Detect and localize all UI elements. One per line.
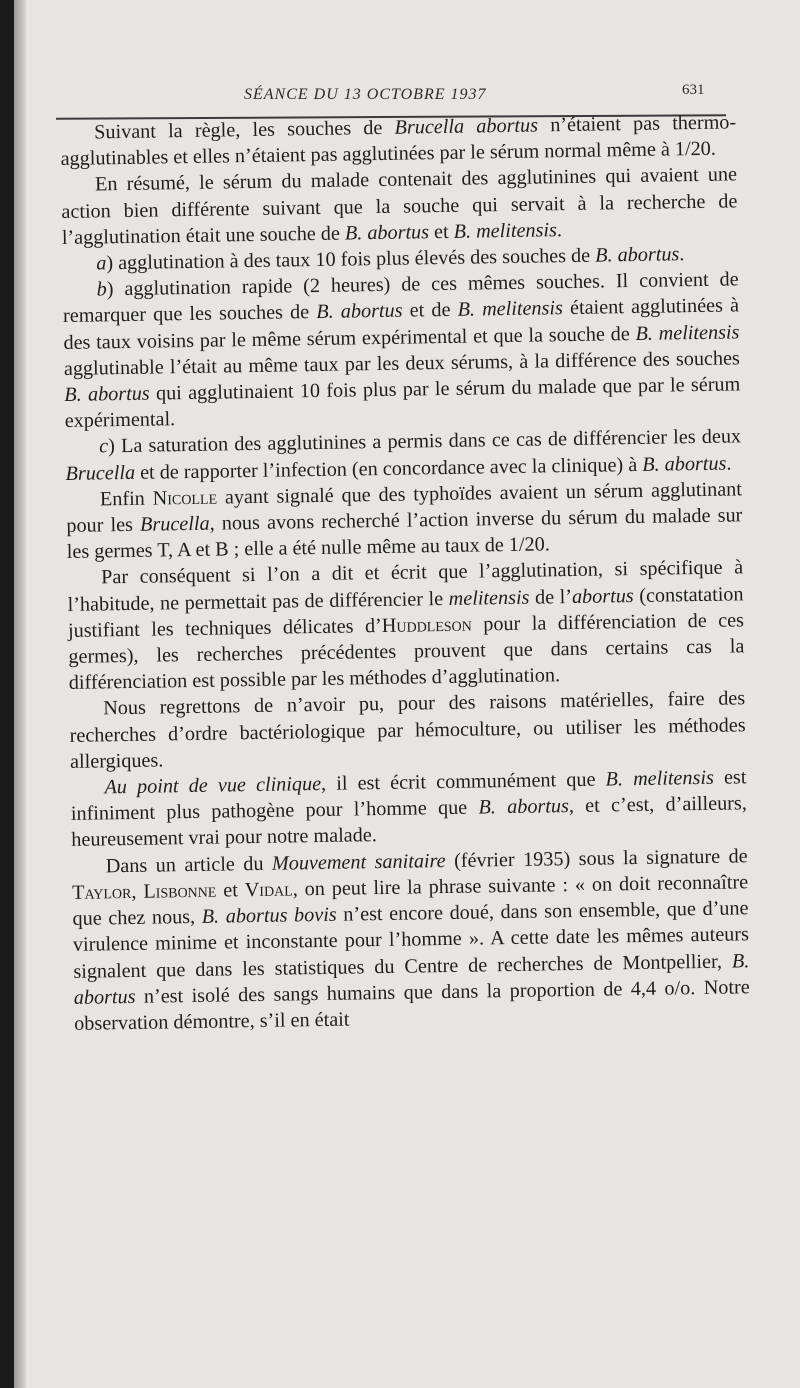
paragraph-1: Suivant la règle, les souches de Brucella abortus n’étaient pas thermo-agglutinables et elles n’étaient pas agglutinées par le sérum normal même à 1/20.: [60, 111, 737, 171]
paragraph-6: Enfin Nicolle ayant signalé que des typhoïdes avaient un sérum agglutinant pour les Brucella, nous avons recherché l’action inverse du sérum du malade sur les germes T, A et B ; elle a été nulle même au taux de 1/20.: [66, 478, 743, 564]
paragraph-9: Au point de vue clinique, il est écrit communément que B. melitensis est infiniment plus pathogène pour l’homme que B. abortus, et c’est, d’ailleurs, heureusement vrai pour notre malade.: [70, 766, 748, 852]
paragraph-7: Par conséquent si l’on a dit et écrit que l’agglutination, si spécifique à l’habitude, ne permettait pas de différencier le melitensis de l’abortus (constatation justifiant les techniques délicates d’Huddleson pour la différenciation de ces germes), les recherches précédentes prouvent que dans certains cas la différenciation est possible par les méthodes d’agglutination.: [67, 556, 745, 695]
book-page: [14, 0, 800, 1388]
paragraph-8: Nous regrettons de n’avoir pu, pour des raisons matérielles, faire des recherches d’ordre bactériologique par hémoculture, ou utiliser les méthodes allergiques.: [69, 687, 746, 773]
running-title: SÉANCE DU 13 OCTOBRE 1937: [244, 86, 487, 103]
paragraph-4: b) agglutination rapide (2 heures) de ces mêmes souches. Il convient de remarquer que les souches de B. abortus et de B. melitensis étaient agglutinées à des taux voisins par le même sérum expérimental et que la souche de B. melitensis agglutinable l’était au même taux par les deux sérums, à la différence des souches B. abortus qui agglutinaient 10 fois plus par le sérum du malade que par le sérum expérimental.: [62, 268, 741, 433]
paragraph-2: En résumé, le sérum du malade contenait des agglutinines qui avaient une action bien différente suivant que la souche qui servait à la recherche de l’agglutination était une souche de B. abortus et B. melitensis.: [61, 163, 738, 249]
paragraph-3: a) agglutination à des taux 10 fois plus élevés des souches de B. abortus.: [96, 243, 685, 275]
body-text: [60, 109, 750, 1037]
page-header: [14, 80, 800, 110]
page-number: 631: [682, 82, 705, 98]
paragraph-10: Dans un article du Mouvement sanitaire (février 1935) sous la signature de Taylor, Lisbonne et Vidal, on peut lire la phrase suivante : « on doit reconnaître que chez nous, B. abortus bovis n’est encore doué, dans son ensemble, que d’une virulence minime et inconstante pour l’homme ». A cette date les mêmes auteurs signalent que dans les statistiques du Centre de recherches de Montpellier, B. abortus n’est isolé des sangs humains que dans la proportion de 4,4 o/o. Notre observation démontre, s’il en était: [71, 844, 750, 1035]
page-edge-shadow: [14, 0, 26, 1388]
paragraph-5: c) La saturation des agglutinines a permis dans ce cas de différencier les deux Brucella et de rapporter l’infection (en concordance avec la clinique) à B. abortus.: [65, 425, 742, 485]
